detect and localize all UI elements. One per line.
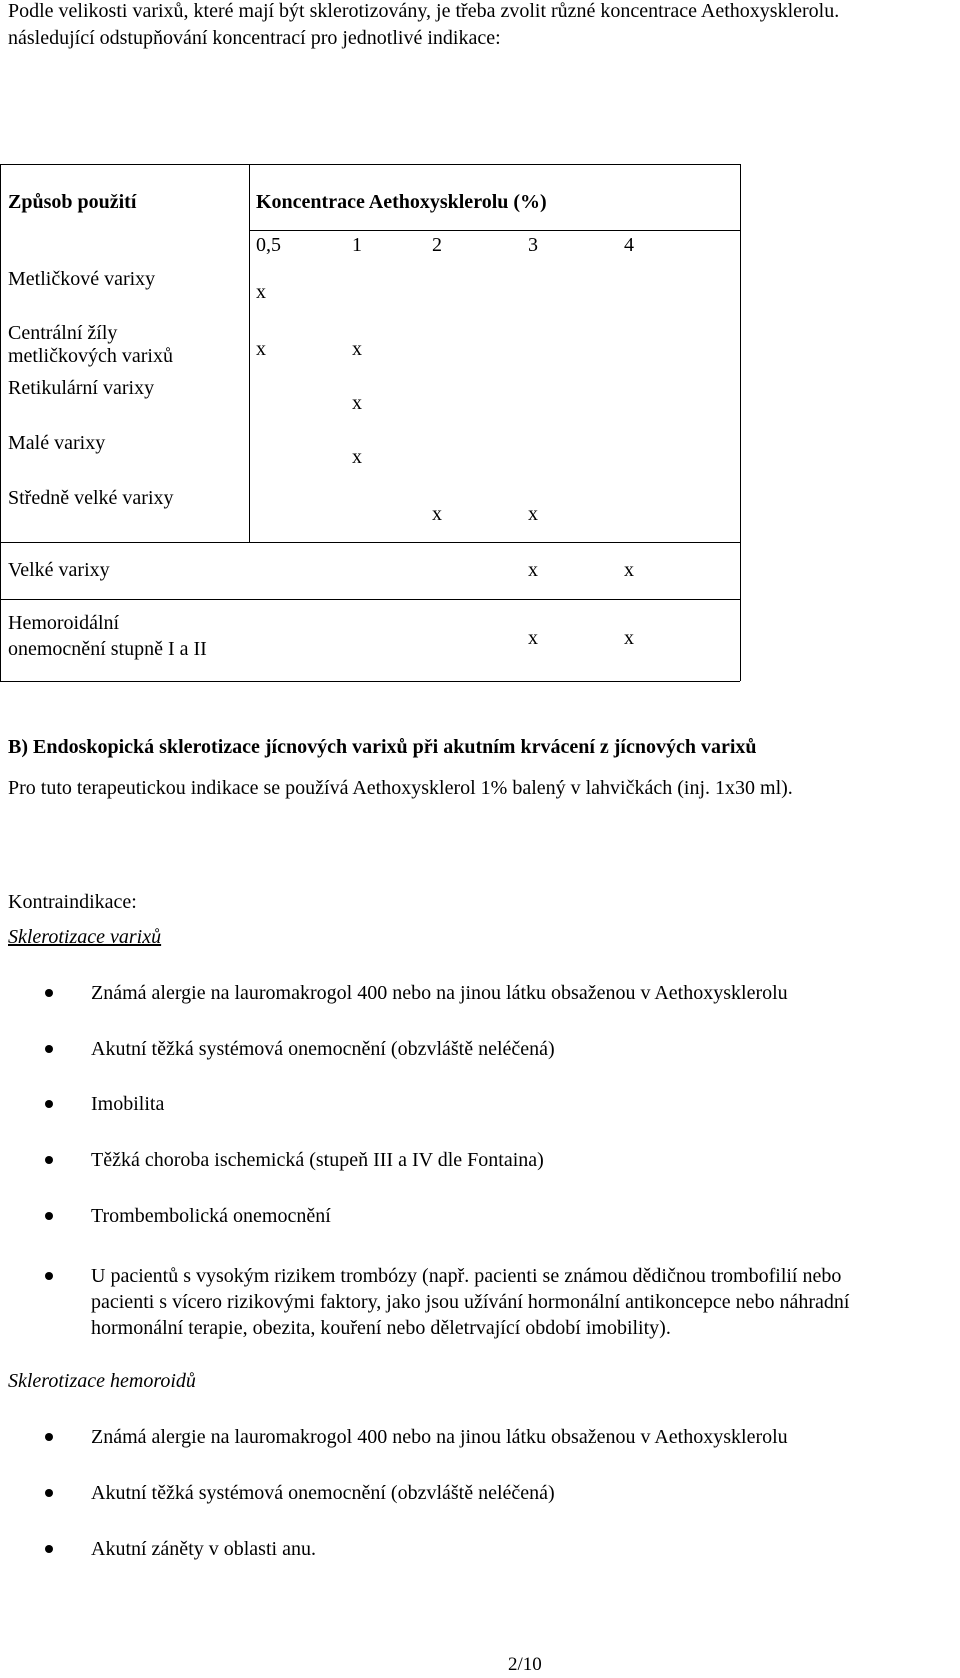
conc-value: 1 — [352, 234, 362, 256]
table-row-divider — [0, 599, 740, 600]
col-header-method: Způsob použití — [8, 191, 137, 213]
row-label: Retikulární varixy — [8, 377, 155, 399]
table-col-divider — [249, 164, 250, 542]
intro-line-1: Podle velikosti varixů, které mají být sklerotizovány, je třeba zvolit různé koncentrace Aethoxysklerolu. — [8, 0, 840, 22]
page-number: 2/10 — [508, 1654, 542, 1675]
row-label: Středně velké varixy — [8, 487, 174, 509]
row-mark: x — [624, 627, 634, 649]
section-b-text: Pro tuto terapeutickou indikace se používá Aethoxysklerol 1% balený v lahvičkách (inj. 1x30 ml). — [8, 777, 793, 799]
row-mark: x — [432, 503, 442, 525]
section-b-title: B) Endoskopická sklerotizace jícnových varixů při akutním krvácení z jícnových varixů — [8, 736, 757, 758]
row-label: Velké varixy — [8, 559, 110, 581]
conc-value: 2 — [432, 234, 442, 256]
bullet-icon — [45, 1212, 53, 1220]
bullet-icon — [45, 1045, 53, 1053]
bullet-icon — [45, 1272, 53, 1280]
bullet-icon — [45, 1156, 53, 1164]
col-header-concentration: Koncentrace Aethoxysklerolu (%) — [256, 191, 547, 213]
row-label: Metličkové varixy — [8, 268, 156, 290]
row-label: metličkových varixů — [8, 345, 173, 367]
bullet-icon — [45, 1433, 53, 1441]
contra-group2-title: Sklerotizace hemoroidů — [8, 1370, 196, 1392]
row-label: onemocnění stupně I a II — [8, 638, 207, 660]
contra-group1-title: Sklerotizace varixů — [8, 926, 162, 948]
table-row-divider — [0, 542, 740, 543]
contra-title: Kontraindikace: — [8, 891, 137, 913]
row-label: Centrální žíly — [8, 322, 118, 344]
row-mark: x — [624, 559, 634, 581]
row-label: Malé varixy — [8, 432, 106, 454]
row-mark: x — [528, 627, 538, 649]
bullet-icon — [45, 1489, 53, 1497]
intro-line-2: následující odstupňování koncentrací pro jednotlivé indikace: — [8, 27, 501, 49]
bullet-icon — [45, 989, 53, 997]
row-mark: x — [352, 338, 362, 360]
table-border-left — [0, 164, 1, 681]
row-mark: x — [528, 559, 538, 581]
table-header-divider — [249, 230, 740, 231]
row-mark: x — [256, 338, 266, 360]
row-label: Hemoroidální — [8, 612, 120, 634]
row-mark: x — [256, 281, 266, 303]
table-border-top — [0, 164, 740, 165]
row-mark: x — [352, 392, 362, 414]
bullet-icon — [45, 1100, 53, 1108]
row-mark: x — [528, 503, 538, 525]
conc-value: 4 — [624, 234, 634, 256]
table-border-bottom — [0, 681, 740, 682]
conc-value: 0,5 — [256, 234, 281, 256]
row-mark: x — [352, 446, 362, 468]
table-border-right — [740, 164, 741, 681]
conc-value: 3 — [528, 234, 538, 256]
bullet-icon — [45, 1545, 53, 1553]
